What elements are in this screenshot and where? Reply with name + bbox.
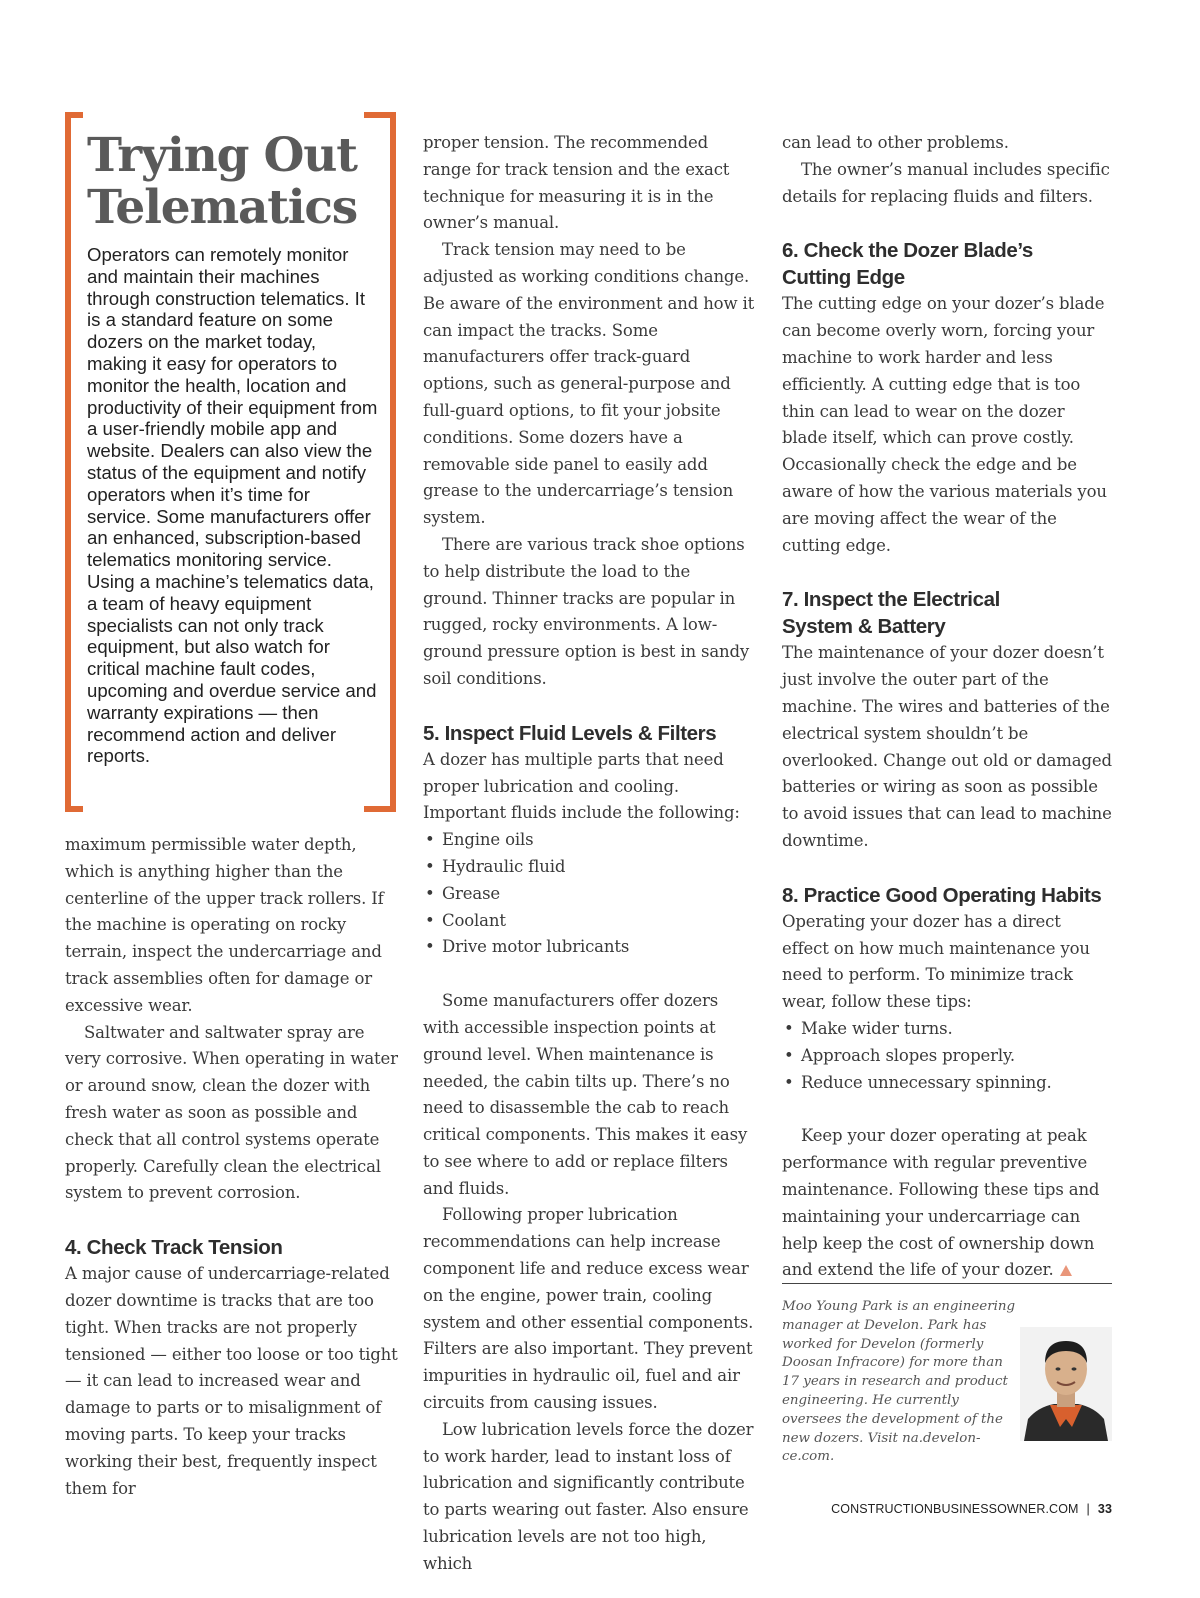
list-item: • Make wider turns. xyxy=(782,1016,1112,1043)
byline-divider xyxy=(782,1283,1112,1284)
paragraph: Following proper lubrication recommendations can help increase component life and reduce excess wear on the engine, power train, cooling system and other essential components. Filters are also important. They prevent impurities in hydraulic oil, fuel and air circuits from causing issues. xyxy=(423,1205,754,1413)
footer-separator: | xyxy=(1086,1502,1090,1516)
paragraph: A major cause of undercarriage-related dozer downtime is tracks that are too tight. When tracks are not properly tensioned — either too loose or too tight — it can lead to increased wear and damage to parts or to misalignment of moving parts. To keep your tracks working their best, frequently inspect them for xyxy=(65,1264,398,1498)
section-heading-6: 6. Check the Dozer Blade’s Cutting Edge xyxy=(782,239,1033,290)
article-column-2 xyxy=(423,130,757,1578)
end-of-article-triangle-icon xyxy=(1060,1265,1072,1276)
paragraph: maximum permissible water depth, which is anything higher than the centerline of the upper track rollers. If the machine is operating on rocky terrain, inspect the undercarriage and track assemblies often for damage or excessive wear. xyxy=(65,835,384,1015)
list-item: • Grease xyxy=(423,881,757,908)
tips-list xyxy=(782,1016,1112,1096)
footer-website: CONSTRUCTIONBUSINESSOWNER.COM xyxy=(831,1502,1079,1516)
telematics-sidebar xyxy=(65,112,396,812)
list-item: • Coolant xyxy=(423,908,757,935)
paragraph: The owner’s manual includes specific details for replacing fluids and filters. xyxy=(782,159,1110,206)
author-bio: Moo Young Park is an engineering manager at Develon. Park has worked for Develon (formerly Doosan Infracore) for more than 17 years in research and product engineering. He currently oversees the development of the new dozers. Visit na.develon-ce.com. xyxy=(782,1299,1016,1465)
paragraph: A dozer has multiple parts that need proper lubrication and cooling. Important fluids include the following: xyxy=(423,749,740,823)
sidebar-body: Operators can remotely monitor and maintain their machines through construction telematics. It is a standard feature on some dozers on the market today, making it easy for operators to monitor the health, location and productivity of their equipment from a user-friendly mobile app and website. Dealers can also view the status of the equipment and notify operators when it’s time for service. Some manufacturers offer an enhanced, subscription-based telematics monitoring service. Using a machine’s telematics data, a team of heavy equipment specialists can not only track equipment, but also watch for critical machine fault codes, upcoming and overdue service and warranty expirations — then recommend action and deliver reports. xyxy=(87,244,378,767)
paragraph: The maintenance of your dozer doesn’t just involve the outer part of the machine. The wires and batteries of the electrical system shouldn’t be overlooked. Change out old or damaged batteries or wiring as soon as possible to avoid issues that can lead to machine downtime. xyxy=(782,643,1112,850)
paragraph: can lead to other problems. xyxy=(782,133,1009,152)
list-item: • Engine oils xyxy=(423,827,757,854)
paragraph: proper tension. The recommended range for track tension and the exact technique for measuring it is in the owner’s manual. xyxy=(423,133,730,233)
section-heading-5: 5. Inspect Fluid Levels & Filters xyxy=(423,721,717,745)
section-heading-4: 4. Check Track Tension xyxy=(65,1236,283,1260)
paragraph: Low lubrication levels force the dozer to work harder, lead to instant loss of lubrication and significantly contribute to parts wearing out faster. Also ensure lubrication levels are not too high, which xyxy=(423,1419,754,1573)
list-item: • Hydraulic fluid xyxy=(423,854,757,881)
paragraph: Saltwater and saltwater spray are very corrosive. When operating in water or around snow, clean the dozer with fresh water as soon as possible and check that all control systems operate properly. Carefully clean the electrical system to prevent corrosion. xyxy=(65,1022,398,1203)
paragraph: There are various track shoe options to help distribute the load to the ground. Thinner tracks are popular in rugged, rocky environments. A low-ground pressure option is best in sandy soil conditions. xyxy=(423,534,750,688)
paragraph: Operating your dozer has a direct effect on how much maintenance you need to perform. To minimize track wear, follow these tips: xyxy=(782,911,1090,1012)
paragraph: Some manufacturers offer dozers with accessible inspection points at ground level. When maintenance is needed, the cabin tilts up. There’s no need to disassemble the cab to reach critical components. This makes it easy to see where to add or replace filters and fluids. xyxy=(423,991,748,1198)
list-item: • Approach slopes properly. xyxy=(782,1043,1112,1070)
list-item: • Drive motor lubricants xyxy=(423,934,757,961)
fluids-list xyxy=(423,827,757,961)
sidebar-left-bracket xyxy=(65,112,83,812)
page-footer xyxy=(831,1502,1112,1516)
paragraph: The cutting edge on your dozer’s blade can become overly worn, forcing your machine to work harder and less efficiently. A cutting edge that is too thin can lead to wear on the dozer blade itself, which can prove costly. Occasionally check the edge and be aware of how the various materials you are moving affect the wear of the cutting edge. xyxy=(782,294,1107,555)
article-column-1 xyxy=(65,832,399,1502)
list-item: • Reduce unnecessary spinning. xyxy=(782,1070,1112,1097)
article-column-3 xyxy=(782,130,1112,1284)
section-heading-7: 7. Inspect the Electrical System & Battery xyxy=(782,588,1000,639)
page-number: 33 xyxy=(1097,1502,1112,1516)
paragraph: Track tension may need to be adjusted as working conditions change. Be aware of the environment and how it can impact the tracks. Some manufacturers offer track-guard options, such as general-purpose and full-guard options, to fit your jobsite conditions. Some dozers have a removable side panel to easily add grease to the undercarriage’s tension system. xyxy=(423,240,755,528)
author-photo xyxy=(1020,1327,1112,1441)
sidebar-title: Trying Out Telematics xyxy=(87,128,358,235)
closing-paragraph: Keep your dozer operating at peak performance with regular preventive maintenance. Following these tips and maintaining your undercarriage can help keep the cost of ownership down and extend the life of your dozer. xyxy=(782,1126,1100,1280)
section-heading-8: 8. Practice Good Operating Habits xyxy=(782,883,1102,907)
